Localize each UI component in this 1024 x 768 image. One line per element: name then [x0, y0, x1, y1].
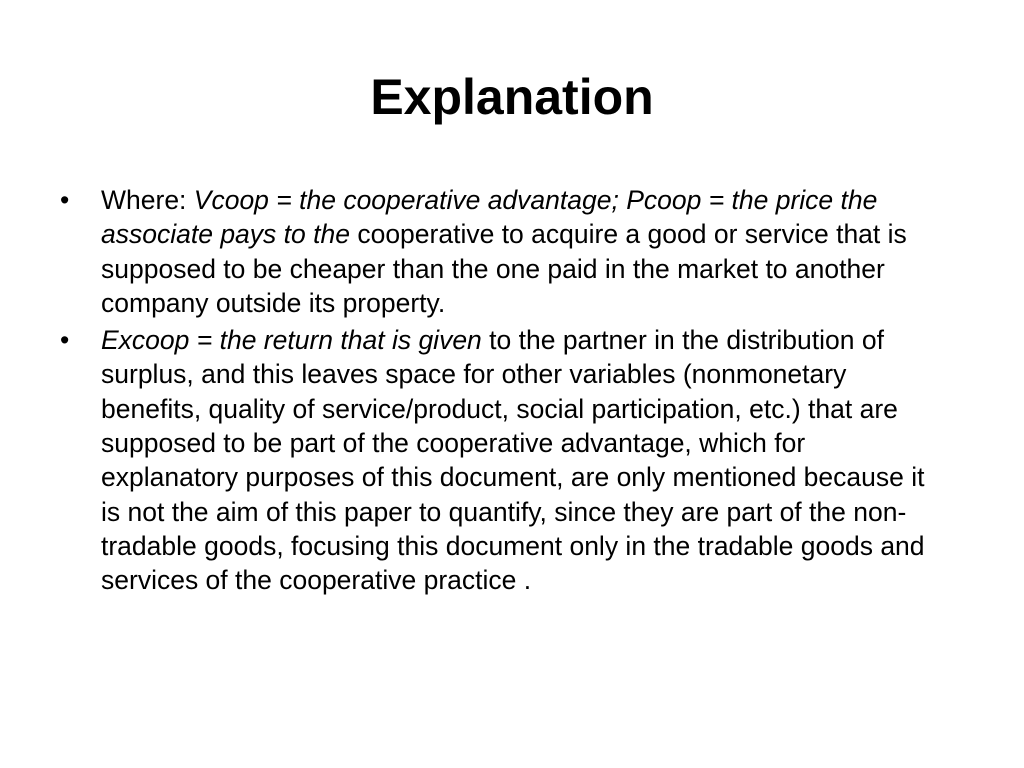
bullet-text-segment-italic: Vcoop = the cooperative advantage; Pcoop = the price the associate pays to the: [101, 185, 878, 250]
bullet-text-segment: Where:: [101, 185, 194, 215]
bullet-item-variables: [58, 183, 938, 320]
bullet-list: [58, 183, 938, 598]
bullet-text-segment: cooperative to acquire a good or service that is supposed to be cheaper than the one paid in the market to another company outside its property.: [101, 219, 907, 318]
bullet-item-excoop: [58, 323, 938, 597]
slide-title: Explanation: [370, 69, 654, 125]
bullet-icon: •: [60, 185, 70, 215]
bullet-text-segment-italic: Excoop = the return that is given: [101, 325, 482, 356]
bullet-text-segment: to the partner in the distribution of surplus, and this leaves space for other variables (nonmonetary benefits, quality of service/product, social participation, etc.) that are supposed to be part of the cooperative advantage, which for explanatory purposes of this document, are only mentioned because it is not the aim of this paper to quantify, since they are part of the non-tradable goods, focusing this document only in the tradable goods and services of the cooperative practice .: [101, 325, 925, 596]
bullet-icon: •: [60, 325, 70, 356]
